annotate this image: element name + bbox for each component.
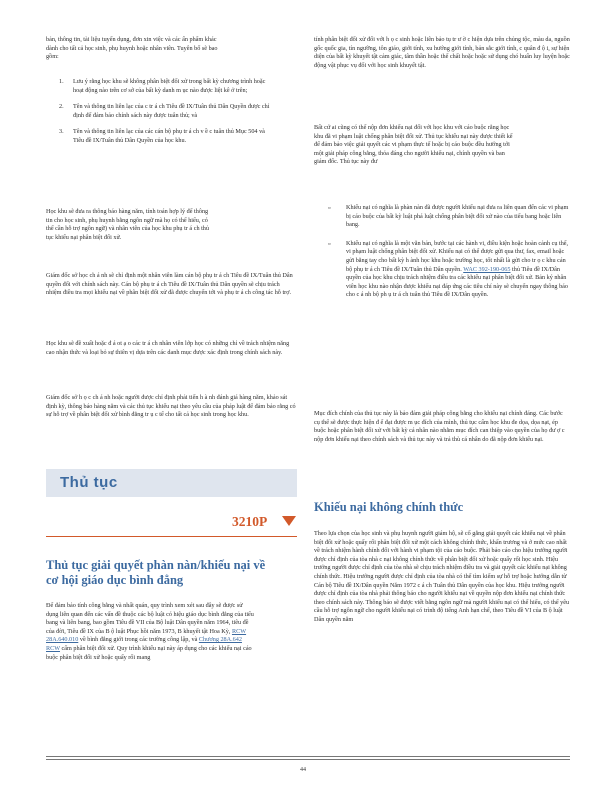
procedure-heading: Thủ tục giải quyết phàn nàn/khiếu nại về cơ hội giáo dục bình đẳng — [46, 558, 266, 587]
paragraph: Để đảm bảo tính công bằng và nhất quán, quy trình xem xét sau đây sẽ được sử dụng liên quan đến các vấn đề thuộc các bộ luật có hiệu giáo dục bình đẳng của tiểu bang và liên bang, bao gồm Tiêu đề VII của Bộ luật Dân quyền năm 1964, tiêu đề của đời, Tiêu đề IX của B ộ luật Phục hồi năm 1973, B khuyết tật Hoa Kỳ, RCW 28A.640.010 về bình đẳng giới trong các trường công lập, và Chương 28A.642 RCW cấm phân biệt đối xử. Quy trình khiếu nại này áp dụng cho các khiếu nại cáo buộc phân biệt đối xử hoặc quấy rối mang — [46, 602, 254, 661]
section-title: Thủ tục — [60, 474, 118, 491]
paragraph: Giám đốc sở h ọ c ch á nh hoặc người được chỉ định phải tiến h à nh đánh giá hàng năm, khảo sát định kỳ, thông báo hàng năm và các thủ tục khiếu nại theo yêu cầu của pháp luật để đảm bảo rằng có sự hỗ trợ về phân biệt đối xử bình đẳng tr ụ c tế cho tất cả học sinh trong học khu. — [46, 394, 296, 419]
paragraph: tính phân biệt đối xử đối với h ọ c sinh hoặc liên bảo tụ tr ư ờ c hiện dựa trên chủng tộc, màu da, nguồn gốc quốc gia, tín ngưỡng, tôn giáo, giới tính, xu hướng giới tính, bản sắc giới tính, c quân đ ộ i, sự hiện diện của bất kỳ khuyết tật cảm giác, tâm thần hoặc thể chất hoặc hoặc sử dụng chó huấn luy luyện hoặc động vật phục vụ đối với học sinh khuyết tật. — [314, 36, 570, 69]
intro-paragraph: bản, thông tin, tài liệu tuyển dụng, đơn xin việc và các ấn phẩm khác dành cho tất cả học sinh, phụ huynh hoặc nhân viên. Tuyên bố sẽ bao gồm: — [46, 36, 218, 61]
paragraph: Học khu sẽ đề xuất hoặc đ á ot ạ o các tr á ch nhân viên lớp học có những chỉ về trách nhiệm năng cao nhận thức và loại bỏ sự thiên vị dựa trên các danh mục được xác định trong chính sách này. — [46, 340, 290, 356]
footer-rule — [46, 759, 570, 760]
paragraph: Mục đích chính của thủ tục này là bảo đảm giải pháp công bằng cho khiếu nại chính đáng. Các bước cụ thể sẽ được thực hiện đ ể đạt được m ục đích của mình, thủ tục cấm học khu đe dọa, dọa nạt, ép buộc hoặc phân biệt đối xử với bất kỳ cá nhân nào nhằm mục đích can thiệp vào quyền của họ đư ợ c nộp đơn khiếu nại theo chính sách và thủ tục này và trả thù cá nhân do đã nộp đơn khiếu nại. — [314, 410, 565, 443]
rcw-link[interactable]: RCW 28A.640.010 — [46, 627, 247, 644]
list-item: 2. Tên và thông tin liên lạc của c tr á ch Tiêu đề IX/Tuân thủ Dân Quyền được chỉ định để đảm bảo chính sách này được tuân thủ; và — [59, 103, 270, 119]
divider — [46, 536, 297, 537]
notice-list — [46, 78, 271, 146]
list-item: 1. Lưu ý rằng học khu sẽ không phân biệt đối xử trong bất kỳ chương trình hoặc hoạt động nào trên cơ sở của bất kỳ danh m ục nào được liệt kê ở trên; — [59, 78, 266, 94]
informal-complaint-heading: Khiếu nại không chính thức — [314, 500, 464, 514]
paragraph: Theo lựa chọn của học sinh và phụ huynh người giám hộ, sẽ cố gắng giải quyết các khiếu nại về phân biệt đối xử hoặc quấy rối phân biệt đối xử một cách không chính thức, khẩn trương và ở mức cao nhất về trách nhiệm hành chính đối với hành vi phạm tội của cáo buộc. Phải bảo cáo cho hiệu trưởng người được chỉ định của tòa nhà c nại không chính thức về phân biệt đối xử hoặc quấy rối học sinh. Hiệu trưởng người được chỉ định của tòa nhà sẽ chịu trách nhiệm điều tra và giải quyết các khiếu nại không chính thức. Hiệu trưởng người được chỉ định của tòa nhà có thể tìm kiếm sự hỗ trợ hoặc hướng dẫn từ Cán bộ Tiêu đề IX/Dân quyền Năm 1972 c á ch Tuân thủ Dân quyền của học khu. Hiệu trưởng người được chỉ định của tòa nhà phải thông báo cho người khiếu nại về quyền nộp đơn khiếu nại chính thức theo chính sách này. Thông báo sẽ được viết bằng ngôn ngữ mà người khiếu nại có thể hiểu, có thể yêu cầu hỗ trợ ngôn ngữ cho người khiếu nại có trình độ tiếng Anh hạn chế, theo Tiêu đề VI của B ộ luật Dân quyền năm — [314, 530, 570, 623]
page-number: 44 — [300, 767, 306, 773]
list-item: ▫ Khiếu nại có nghĩa là một văn bản, bước tại các hành vi, điều kiện hoặc hoàn cảnh cụ thể, vi phạm luật chống phân biệt đối xử. Khiếu nại có thể được gửi qua thư, fax, email hoặc gửi bằng tay cho bất kỳ h ành học khu hoặc trường học, tốt nhất là gửi cho tr ọ c khu cán bộ phụ tr á ch Tiêu đề IX/Tuân thủ Dân quyền. WAC 392-190-065 thủ Tiêu đề IX/Dân quyền của học khu chịu trách nhiệm điều tra các khiếu nại phân biệt đối xử. Bản ký nhân viên học khu nào nhận được khiếu nại đáp ứng các tiêu chí này sẽ chuyển ngay thông báo cho c á nh bộ ph ụ tr á ch tuân thủ Tiêu đề IX/Dân quyền. — [328, 239, 569, 299]
list-item: ▫ Khiếu nại có nghĩa là phàn nàn đã được người khiếu nại đưa ra liên quan đến các vi phạm bị cáo buộc của bất kỳ luật phá luật chống phân biệt đối xử nào của tiểu bang hoặc liên bang. — [328, 204, 569, 229]
list-item: 3. Tên và thông tin liên lạc của các cán bộ phụ tr á ch v ề c tuân thủ Mục 504 và Tiêu đề IX/Tuân thủ Dân Quyền của học khu. — [59, 128, 265, 144]
policy-code: 3210P — [232, 514, 268, 529]
paragraph: Học khu sẽ đưa ra thông báo hàng năm, tính toán hợp lý để thông tin cho học sinh, phụ huynh bằng ngôn ngữ mà họ có thể hiểu, có thể cần hỗ trợ ngôn ngữ) và nhân viên của học khu phụ tr á ch thủ tục khiếu nại phân biệt đối xử. — [46, 208, 209, 241]
paragraph: Bất cứ ai cũng có thể nộp đơn khiếu nại đối với học khu với cáo buộc rằng học khu đã vi phạm luật chống phân biệt đối xử. Thủ tục khiếu nại này được thiết kế để đảm bảo việc giải quyết các vi phạm thực tế hoặc bị cáo buộc đều hướng tới một giải pháp công bằng, thỏa đáng cho người khiếu nại, chính quyền và ban giám đốc. Thủ tục này đư — [314, 124, 513, 166]
chapter-link[interactable]: Chương 28A.642 RCW — [46, 636, 242, 652]
footer-rule — [46, 756, 570, 757]
paragraph: Giám đốc sở học ch á nh sẽ chỉ định một nhân viên làm cán bộ phụ tr á ch Tiêu đề IX/Tuân thủ Dân quyền đối với chính sách này. Cán bộ phụ tr á ch Tiêu đề IX/Tuân thủ Dân quyền sẽ chịu trách nhiệm điều tra mọi khiếu nại về phân biệt đối xử đã được chuyển tới và phụ tr á ch công tác hỗ trợ. — [46, 272, 293, 297]
wac-link[interactable]: WAC 392-190-065 — [463, 265, 511, 273]
triangle-down-icon — [282, 516, 296, 526]
definition-list — [328, 204, 570, 300]
